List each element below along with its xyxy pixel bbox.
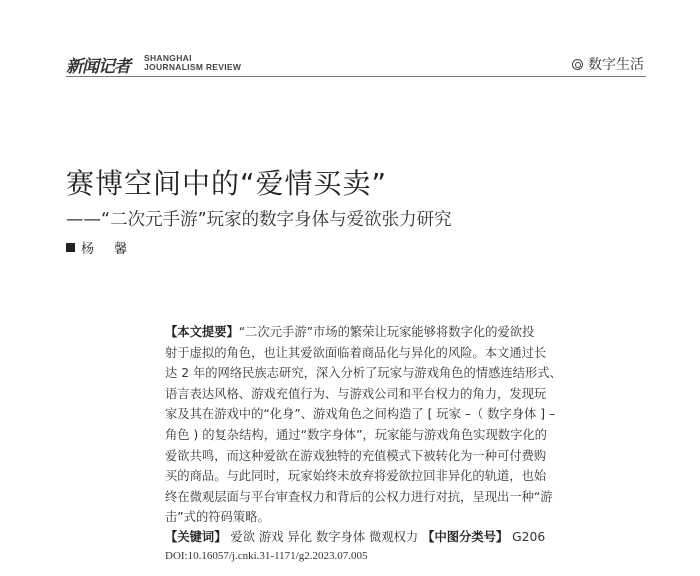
author-name: 杨 馨 (81, 242, 136, 257)
square-bullet-icon (66, 243, 75, 252)
circle-target-icon (572, 59, 583, 70)
article-title: 赛博空间中的“爱情买卖” (66, 167, 388, 200)
journal-logo-cn: 新闻记者 (66, 57, 130, 77)
doi: DOI:10.16057/j.cnki.31-1171/g2.2023.07.005 (165, 550, 368, 562)
classification-value: G206 (512, 530, 546, 544)
abstract-text: “二次元手游”市场的繁荣让玩家能够将数字化的爱欲投 (238, 325, 535, 339)
section-label (572, 54, 644, 74)
abstract-line: 终在微观层面与平台审查权力和背后的公权力进行对抗，呈现出一种“游 (165, 489, 553, 504)
keywords-label: 【关键词】 (165, 530, 227, 544)
journal-logo-en-line1: SHANGHAI (144, 53, 192, 63)
abstract-line (165, 322, 595, 343)
abstract-line: 爱欲共鸣，而这种爱欲在游戏独特的充值模式下被转化为一种可付费购 (165, 448, 547, 463)
article-subtitle: ——“二次元手游”玩家的数字身体与爱欲张力研究 (66, 210, 452, 230)
journal-logo-en (144, 54, 241, 72)
keywords-line (165, 527, 545, 545)
abstract-line: 射于虚拟的角色，也让其爱欲面临着商品化与异化的风险。本文通过长 (165, 345, 547, 360)
journal-logo-en-line2: JOURNALISM REVIEW (144, 62, 242, 72)
abstract-line: 达 2 年的网络民族志研究，深入分析了玩家与游戏角色的情感连结形式、 (165, 366, 562, 381)
abstract-line: 买的商品。与此同时，玩家始终未放弃将爱欲拉回非异化的轨道，也始 (165, 469, 547, 484)
abstract-line: 家及其在游戏中的“化身”、游戏角色之间构造了 [ 玩家 –（ 数字身体 ] – (165, 407, 556, 422)
author-line (66, 238, 135, 257)
keywords-value: 爱欲 游戏 异化 数字身体 微观权力 (230, 530, 419, 544)
journal-header (66, 50, 646, 77)
abstract (165, 322, 595, 528)
abstract-label: 【本文提要】 (165, 325, 239, 339)
classification-label: 【中图分类号】 (422, 530, 509, 544)
abstract-line: 语言表达风格、游戏充值行为、与游戏公司和平台权力的角力，发现玩 (165, 386, 547, 401)
section-label-text: 数字生活 (588, 57, 644, 73)
abstract-line: 击”式的符码策略。 (165, 510, 270, 525)
abstract-line: 角色 ) 的复杂结构，通过“数字身体”，玩家能与游戏角色实现数字化的 (165, 427, 547, 442)
